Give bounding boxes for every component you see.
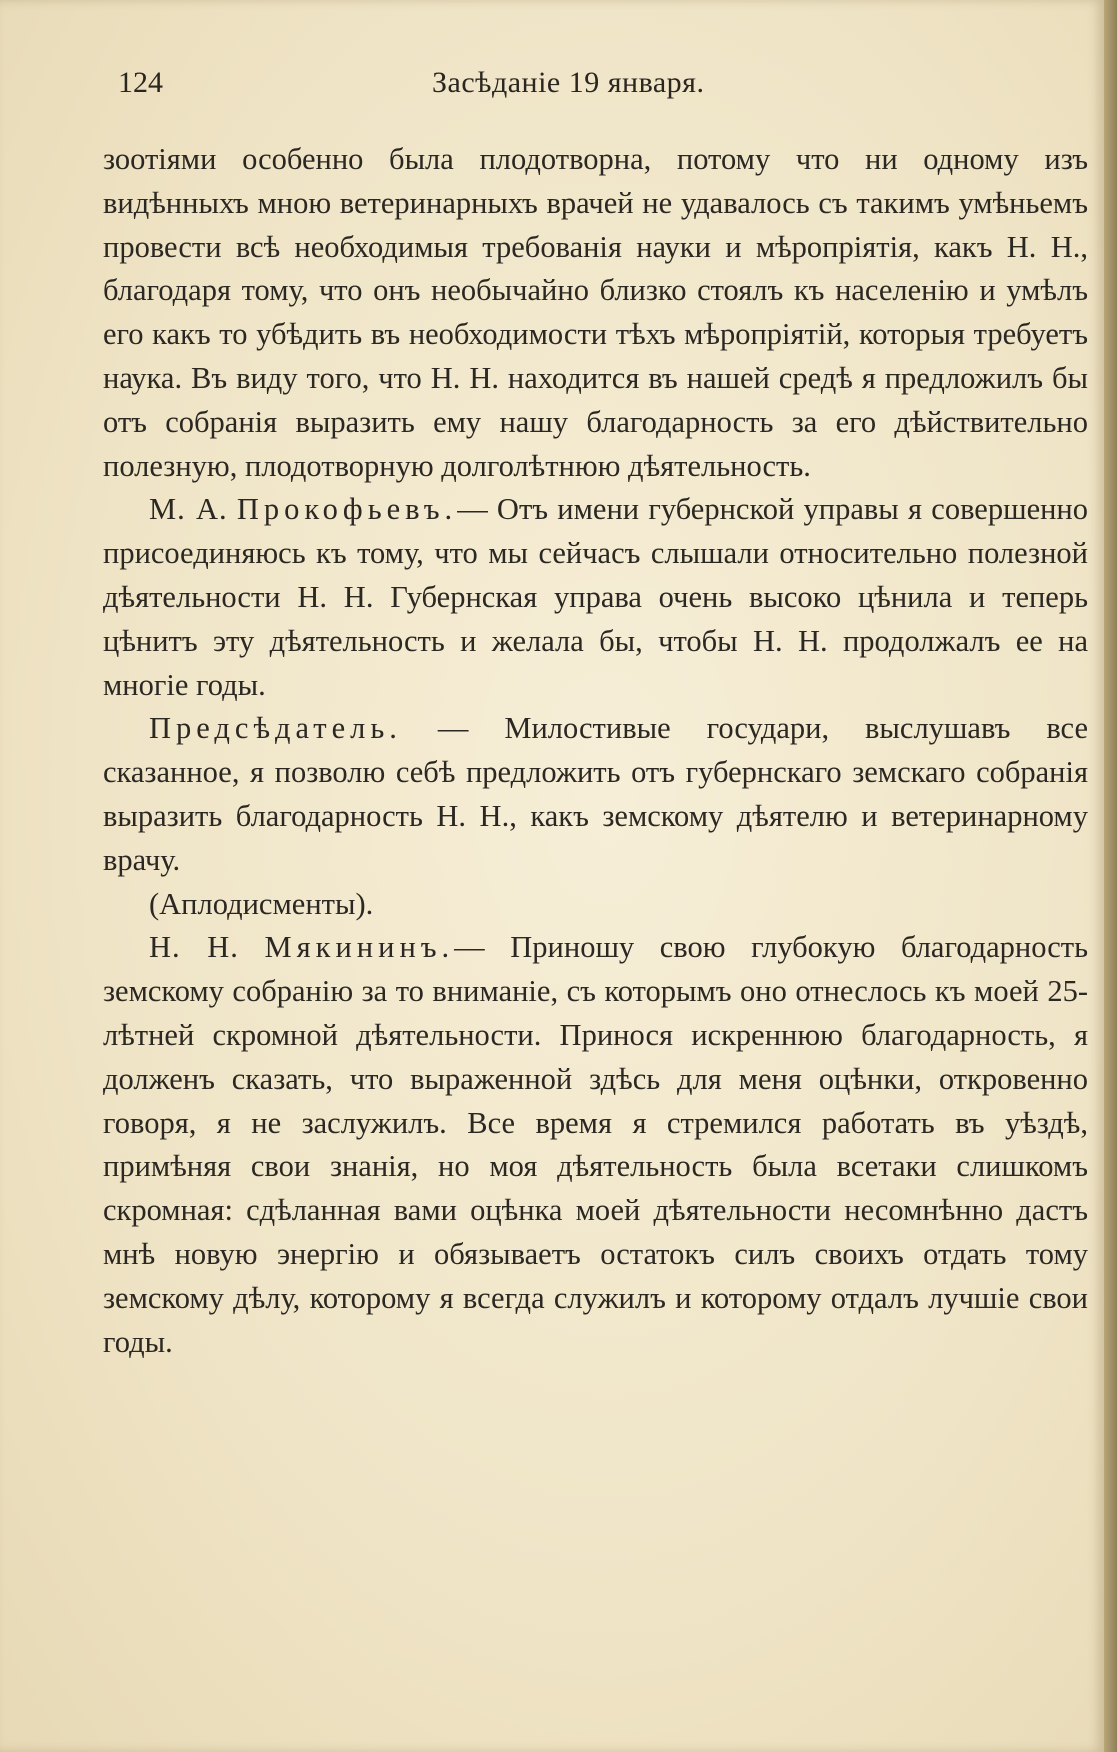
- paragraph-text: — Милостивые государи, выслушавъ все сказанное, я позволю себѣ предложить отъ губернскаго земскаго собранія выразить благодарность Н. Н., какъ земскому дѣятелю и ветеринарному врачу.: [103, 711, 1088, 877]
- speaker-name: Мякининъ.: [264, 930, 455, 965]
- paragraph: [103, 138, 1088, 488]
- page-edge: [1104, 0, 1117, 1752]
- running-head-title: Засѣданіе 19 января.: [432, 66, 705, 99]
- body-text: [103, 138, 1088, 1364]
- speaker-initials: Н. Н.: [149, 930, 239, 965]
- speaker-name: Прокофьевъ.: [236, 492, 458, 527]
- page-number: 124: [118, 66, 163, 99]
- speaker-name: Предсѣдатель.: [149, 711, 402, 746]
- paragraph: [103, 926, 1088, 1364]
- paragraph-text: — Отъ имени губернской управы я совершенно присоединяюсь къ тому, что мы сейчасъ слышали относительно полезной дѣятельности Н. Н. Губернская управа очень высоко цѣнила и теперь цѣнитъ эту дѣятельность и желала бы, чтобы Н. Н. продолжалъ ее на многіе годы.: [103, 492, 1089, 702]
- paragraph-text: — Приношу свою глубокую благодарность земскому собранію за то вниманіе, съ которымъ оно отнеслось къ моей 25-лѣтней скромной дѣятельности. Принося искреннюю благодарность, я долженъ сказать, что выраженной здѣсь для меня оцѣнки, откровенно говоря, я не заслужилъ. Все время я стремился работать въ уѣздѣ, примѣняя свои знанія, но моя дѣятельность была всетаки слишкомъ скромная: сдѣланная вами оцѣнка моей дѣятельности несомнѣнно дастъ мнѣ новую энергію и обязываетъ остатокъ силъ своихъ отдать тому земскому дѣлу, которому я всегда служилъ и которому отдалъ лучшіе свои годы.: [103, 930, 1088, 1359]
- running-head: [118, 66, 1048, 106]
- paragraph: [103, 488, 1088, 707]
- speaker-initials: М. А.: [149, 492, 228, 527]
- paragraph: [103, 707, 1088, 882]
- paragraph: [103, 883, 1088, 927]
- paragraph-text: зоотіями особенно была плодотворна, потому что ни одному изъ видѣнныхъ мною ветеринарныхъ врачей не удавалось съ такимъ умѣньемъ провести всѣ необходимыя требованія науки и мѣропріятія, какъ Н. Н., благодаря тому, что онъ необычайно близко стоялъ къ населенію и умѣлъ его какъ то убѣдить въ необходимости тѣхъ мѣропріятій, которыя требуетъ наука. Въ виду того, что Н. Н. находится въ нашей средѣ я предложилъ бы отъ собранія выразить ему нашу благодарность за его дѣйствительно полезную, плодотворную долголѣтнюю дѣятельность.: [103, 142, 1088, 483]
- paragraph-text: (Аплодисменты).: [149, 886, 374, 921]
